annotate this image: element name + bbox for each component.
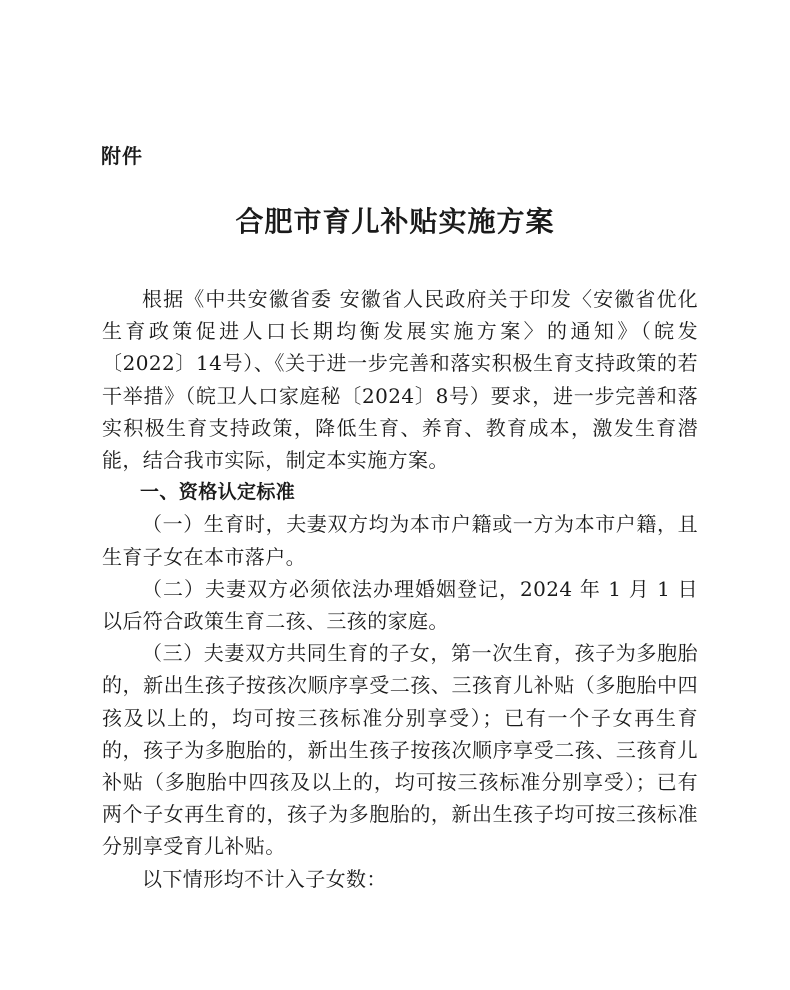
document-body: [102, 283, 698, 895]
criteria-item-2: （二）夫妻双方必须依法办理婚姻登记，2024 年 1 月 1 日以后符合政策生育二孩、三孩的家庭。: [102, 576, 698, 634]
attachment-label: 附件: [101, 144, 143, 168]
criteria-item-3: （三）夫妻双方共同生育的子女，第一次生育，孩子为多胞胎的，新出生孩子按孩次顺序享受二孩、三孩育儿补贴（多胞胎中四孩及以上的，均可按三孩标准分别享受）；已有一个子女再生育的，孩子为多胞胎的，新出生孩子按孩次顺序享受二孩、三孩育儿补贴（多胞胎中四孩及以上的，均可按三孩标准分别享受）；已有两个子女再生育的，孩子为多胞胎的，新出生孩子均可按三孩标准分别享受育儿补贴。: [102, 641, 698, 859]
document-title: 合肥市育儿补贴实施方案: [235, 205, 555, 238]
criteria-item-1: （一）生育时，夫妻双方均为本市户籍或一方为本市户籍，且生育子女在本市落户。: [102, 512, 698, 569]
exclusion-note: 以下情形均不计入子女数：: [142, 866, 387, 891]
intro-paragraph: 根据《中共安徽省委 安徽省人民政府关于印发〈安徽省优化生育政策促进人口长期均衡发展实施方案〉的通知》（皖发〔2022〕14号）、《关于进一步完善和落实积极生育支持政策的若干举措》（皖卫人口家庭秘〔2024〕8号）要求，进一步完善和落实积极生育支持政策，降低生育、养育、教育成本，激发生育潜能，结合我市实际，制定本实施方案。: [102, 287, 698, 473]
section-heading: 一、资格认定标准: [140, 481, 296, 504]
